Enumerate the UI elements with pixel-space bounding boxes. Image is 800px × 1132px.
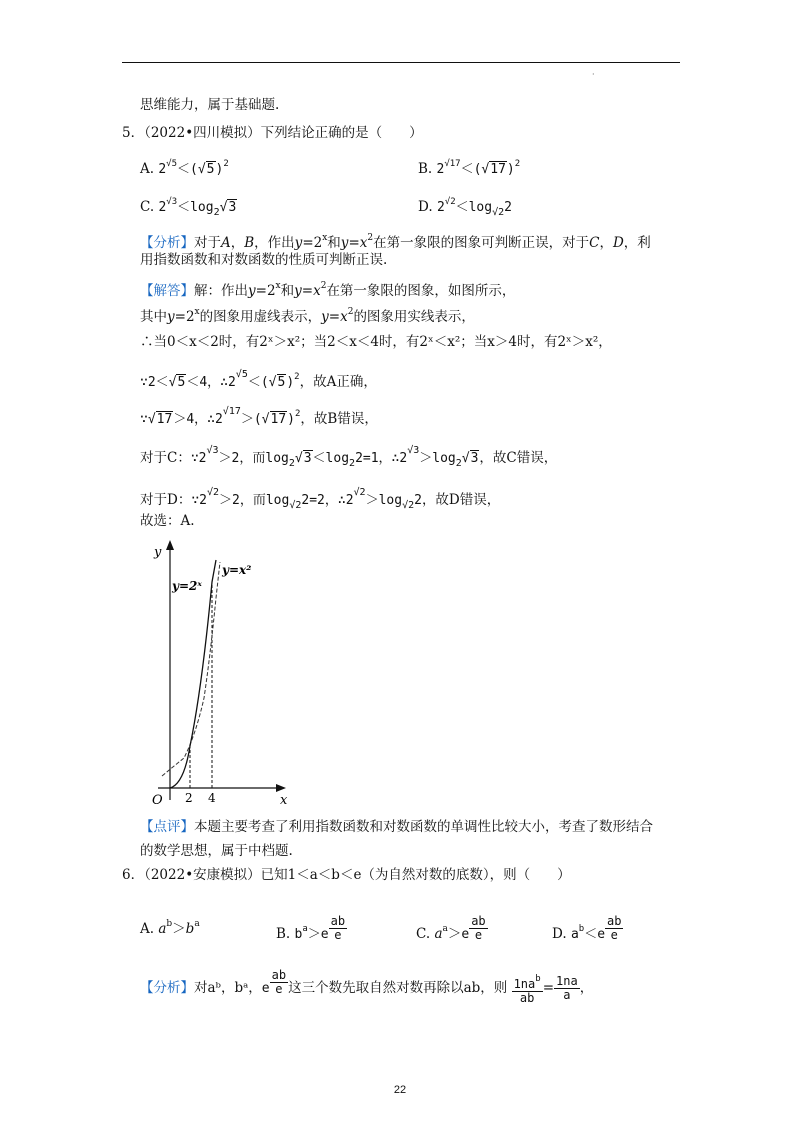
q6-option-d[interactable]: D. $a^b<e$ $^{\frac{ab}{e}}$: [552, 914, 622, 942]
analysis-tag: 【分析】: [140, 235, 194, 251]
fraction-lna-a: $\frac{1na}{a}$: [556, 974, 578, 1002]
q5-solution-a: ∵2＜√5＜4，$\therefore 2^{√5}<(√5)^2$，故A正确，: [140, 369, 377, 390]
q6-option-a[interactable]: A. $a^b>b^a$: [140, 919, 200, 937]
page-number: 22: [393, 1084, 407, 1096]
q6-stem: 6．（2022•安康模拟）已知1＜a＜b＜e（为自然对数的底数），则（ ）: [122, 867, 571, 883]
q5-solution-line3: ∴当0＜x＜2时，有2ˣ＞x²；当2＜x＜4时，有2ˣ＜x²；当x＞4时，有2ˣ＞x²，: [140, 334, 612, 350]
y-axis-arrow: [166, 540, 174, 550]
q5-solution-line1: 【解答】解：作出$y=2^x$和$y=x^2$在第一象限的图象，如图所示，: [140, 281, 516, 299]
origin-label: O: [152, 793, 163, 808]
y-axis-label: y: [154, 545, 162, 560]
fraction-lna-b: $\frac{1na^b}{ab}$: [513, 973, 541, 1005]
q6-option-c[interactable]: C. $a^a>e$ $^{\frac{ab}{e}}$: [416, 914, 486, 942]
q5-option-a[interactable]: A. $2^{√5}<(√5)^2$: [140, 159, 229, 177]
q5-choice: 故选：A.: [140, 513, 195, 529]
tick-2: 2: [185, 791, 193, 805]
q5-comment-line2: 的数学思想，属于中档题.: [140, 843, 293, 859]
q5-option-d[interactable]: D. $2^{√2}<\log_{√2}2$: [418, 197, 512, 218]
label-exp: y=2ˣ: [172, 579, 202, 593]
comment-tag: 【点评】: [140, 819, 194, 835]
q5-stem: 5．（2022•四川模拟）下列结论正确的是（ ）: [122, 125, 423, 141]
analysis-tag-q6: 【分析】: [140, 980, 194, 996]
q6-analysis: 【分析】对aᵇ，bᵃ，e $^{\frac{ab}{e}}$ 这三个数先取自然对数再除以ab，则 $\frac{1na^b}{ab}$ = $\frac{1na}{a}$ ，: [140, 968, 594, 1005]
x-axis-label: x: [280, 793, 288, 808]
curve-square: [170, 560, 216, 788]
q5-option-b[interactable]: B. $2^{√17}<(√17)^2$: [418, 159, 521, 177]
solution-tag: 【解答】: [140, 283, 194, 299]
label-square: y=x²: [222, 563, 252, 577]
q5-analysis-line1: 【分析】对于A，B，作出$y=2^x$和$y=x^2$在第一象限的图象可判断正误，对于C，D，利: [140, 233, 651, 251]
q5-analysis-line2: 用指数函数和对数函数的性质可判断正误.: [140, 252, 388, 268]
q5-option-c[interactable]: C. $2^{√3}<\log_2√3$: [140, 197, 237, 218]
tick-4: 4: [208, 791, 216, 805]
q5-solution-d: 对于D：$\because 2^{√2}>2$，而$\log_{√2}2=2$，$\therefore 2^{√2}>\log_{√2}2$，故D错误，: [140, 487, 501, 511]
q5-solution-b: ∵√17＞4，$\therefore 2^{√17}>(√17)^2$，故B错误，: [140, 406, 378, 427]
q5-solution-c: 对于C：$\because 2^{√3}>2$，而$\log_2√3<\log_22=1$，$\therefore 2^{√3}>\log_2√3$，故C错误，: [140, 445, 558, 469]
q5-solution-line2: 其中$y=2^x$的图象用虚线表示，$y=x^2$的图象用实线表示，: [140, 307, 475, 325]
x-axis-arrow: [276, 784, 286, 792]
q5-comment-line1: 【点评】本题主要考查了利用指数函数和对数函数的单调性比较大小，考查了数形结合: [140, 819, 653, 835]
header-rule: [122, 62, 680, 63]
header-dot: ·: [592, 70, 595, 79]
q6-option-b[interactable]: B. $b^a>e$ $^{\frac{ab}{e}}$: [276, 914, 346, 942]
function-graph: [140, 538, 300, 810]
intro-line: 思维能力，属于基础题.: [140, 97, 280, 113]
